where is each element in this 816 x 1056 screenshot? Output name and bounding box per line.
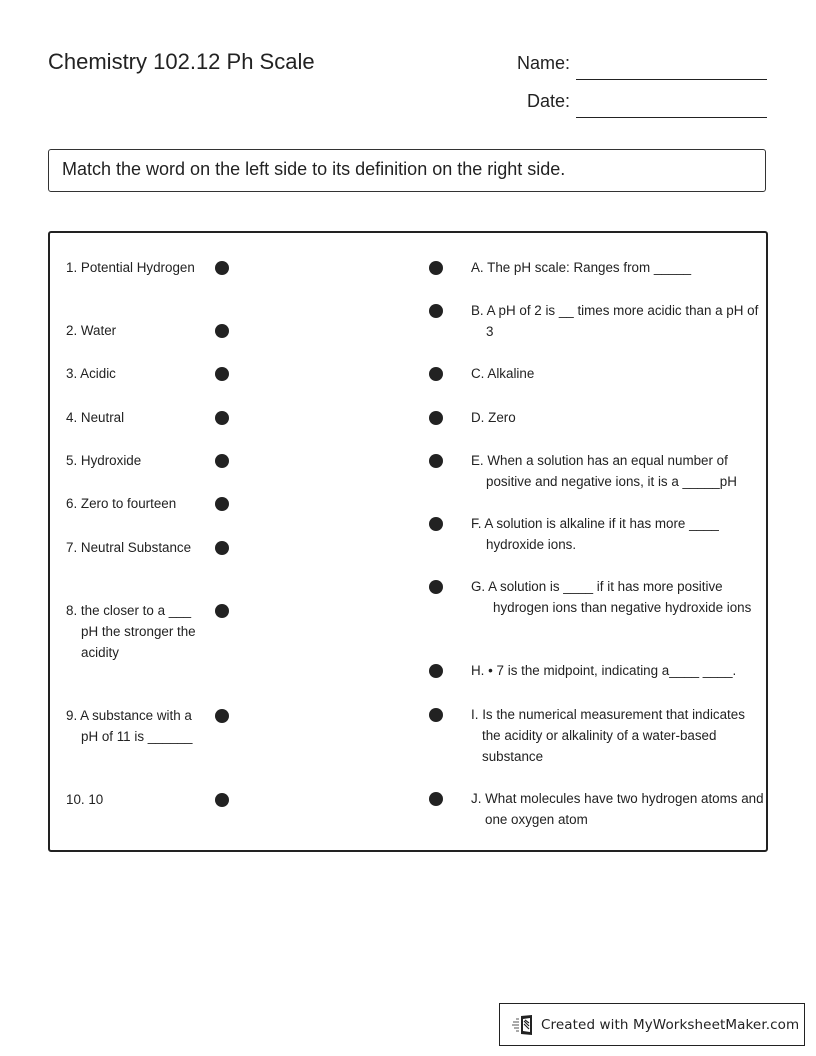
left-term-4 bbox=[66, 407, 211, 428]
left-match-dot-7[interactable] bbox=[215, 541, 229, 555]
definition-letter: H. bbox=[471, 663, 485, 678]
definition-text: When a solution has an equal number of positive and negative ions, it is a _____pH bbox=[486, 453, 737, 489]
term-number: 10. bbox=[66, 792, 85, 807]
left-match-dot-1[interactable] bbox=[215, 261, 229, 275]
right-definition-b bbox=[471, 300, 761, 342]
left-term-3 bbox=[66, 363, 211, 384]
definition-text: The pH scale: Ranges from _____ bbox=[487, 260, 692, 275]
left-match-dot-6[interactable] bbox=[215, 497, 229, 511]
term-text: Hydroxide bbox=[80, 453, 142, 468]
left-term-9 bbox=[66, 705, 199, 747]
term-number: 7. bbox=[66, 540, 78, 555]
term-number: 3. bbox=[66, 366, 78, 381]
term-number: 4. bbox=[66, 410, 78, 425]
term-text: A substance with a pH of 11 is ______ bbox=[80, 708, 193, 744]
right-definition-j bbox=[471, 788, 770, 830]
right-match-dot-d[interactable] bbox=[429, 411, 443, 425]
right-definition-h bbox=[471, 660, 776, 681]
left-match-dot-5[interactable] bbox=[215, 454, 229, 468]
left-match-dot-10[interactable] bbox=[215, 793, 229, 807]
left-term-6 bbox=[66, 493, 221, 514]
left-match-dot-4[interactable] bbox=[215, 411, 229, 425]
definition-text: Alkaline bbox=[487, 366, 535, 381]
definition-letter: D. bbox=[471, 410, 485, 425]
term-number: 8. bbox=[66, 603, 78, 618]
definition-text: Is the numerical measurement that indicates the acidity or alkalinity of a water-based substance bbox=[482, 707, 745, 764]
definition-letter: A. bbox=[471, 260, 484, 275]
right-match-dot-g[interactable] bbox=[429, 580, 443, 594]
term-number: 1. bbox=[66, 260, 78, 275]
term-text: Neutral Substance bbox=[80, 540, 192, 555]
left-match-dot-9[interactable] bbox=[215, 709, 229, 723]
left-term-2 bbox=[66, 320, 211, 341]
definition-text: A solution is ____ if it has more positive hydrogen ions than negative hydroxide ions bbox=[488, 579, 752, 615]
right-definition-d bbox=[471, 407, 776, 428]
definition-text: • 7 is the midpoint, indicating a____ ____. bbox=[488, 663, 737, 678]
created-with-badge[interactable] bbox=[499, 1003, 805, 1046]
term-text: the closer to a ___ pH the stronger the acidity bbox=[80, 603, 196, 660]
right-definition-c bbox=[471, 363, 776, 384]
definition-letter: J. bbox=[471, 791, 482, 806]
name-blank-line[interactable] bbox=[576, 59, 767, 80]
name-label: Name: bbox=[516, 53, 570, 73]
name-field-row bbox=[510, 53, 767, 74]
term-text: Water bbox=[80, 323, 117, 338]
right-match-dot-i[interactable] bbox=[429, 708, 443, 722]
definition-text: A solution is alkaline if it has more ____ hydroxide ions. bbox=[484, 516, 719, 552]
right-match-dot-c[interactable] bbox=[429, 367, 443, 381]
definition-letter: C. bbox=[471, 366, 485, 381]
right-match-dot-j[interactable] bbox=[429, 792, 443, 806]
right-definition-i bbox=[471, 704, 767, 767]
date-field-row bbox=[510, 91, 767, 112]
right-match-dot-h[interactable] bbox=[429, 664, 443, 678]
worksheet-title: Chemistry 102.12 Ph Scale bbox=[48, 49, 315, 74]
footer-credit-text: Created with MyWorksheetMaker.com bbox=[541, 1016, 800, 1033]
definition-letter: G. bbox=[471, 579, 486, 594]
definition-text: Zero bbox=[488, 410, 516, 425]
left-match-dot-3[interactable] bbox=[215, 367, 229, 381]
right-definition-g bbox=[471, 576, 768, 618]
left-term-1 bbox=[66, 257, 211, 278]
term-text: Potential Hydrogen bbox=[80, 260, 195, 275]
definition-letter: I. bbox=[471, 707, 479, 722]
date-blank-line[interactable] bbox=[576, 97, 767, 118]
right-definition-f bbox=[471, 513, 756, 555]
right-match-dot-f[interactable] bbox=[429, 517, 443, 531]
term-text: Acidic bbox=[80, 366, 116, 381]
left-match-dot-8[interactable] bbox=[215, 604, 229, 618]
left-term-8 bbox=[66, 600, 196, 663]
left-match-dot-2[interactable] bbox=[215, 324, 229, 338]
term-number: 6. bbox=[66, 496, 78, 511]
definition-text: A pH of 2 is __ times more acidic than a pH of 3 bbox=[486, 303, 759, 339]
left-term-10 bbox=[66, 789, 211, 810]
left-term-7 bbox=[66, 537, 211, 558]
worksheet-maker-logo-icon bbox=[512, 1014, 536, 1036]
definition-letter: E. bbox=[471, 453, 484, 468]
term-text: Neutral bbox=[80, 410, 125, 425]
right-match-dot-e[interactable] bbox=[429, 454, 443, 468]
definition-letter: F. bbox=[471, 516, 482, 531]
instructions-box: Match the word on the left side to its definition on the right side. bbox=[48, 149, 766, 192]
term-number: 9. bbox=[66, 708, 78, 723]
right-definition-e bbox=[471, 450, 776, 492]
definition-text: What molecules have two hydrogen atoms and one oxygen atom bbox=[485, 791, 764, 827]
right-match-dot-b[interactable] bbox=[429, 304, 443, 318]
left-term-5 bbox=[66, 450, 211, 471]
term-number: 2. bbox=[66, 323, 78, 338]
definition-letter: B. bbox=[471, 303, 484, 318]
right-match-dot-a[interactable] bbox=[429, 261, 443, 275]
term-number: 5. bbox=[66, 453, 78, 468]
date-label: Date: bbox=[526, 91, 570, 111]
term-text: Zero to fourteen bbox=[80, 496, 177, 511]
term-text: 10 bbox=[88, 792, 104, 807]
right-definition-a bbox=[471, 257, 776, 278]
